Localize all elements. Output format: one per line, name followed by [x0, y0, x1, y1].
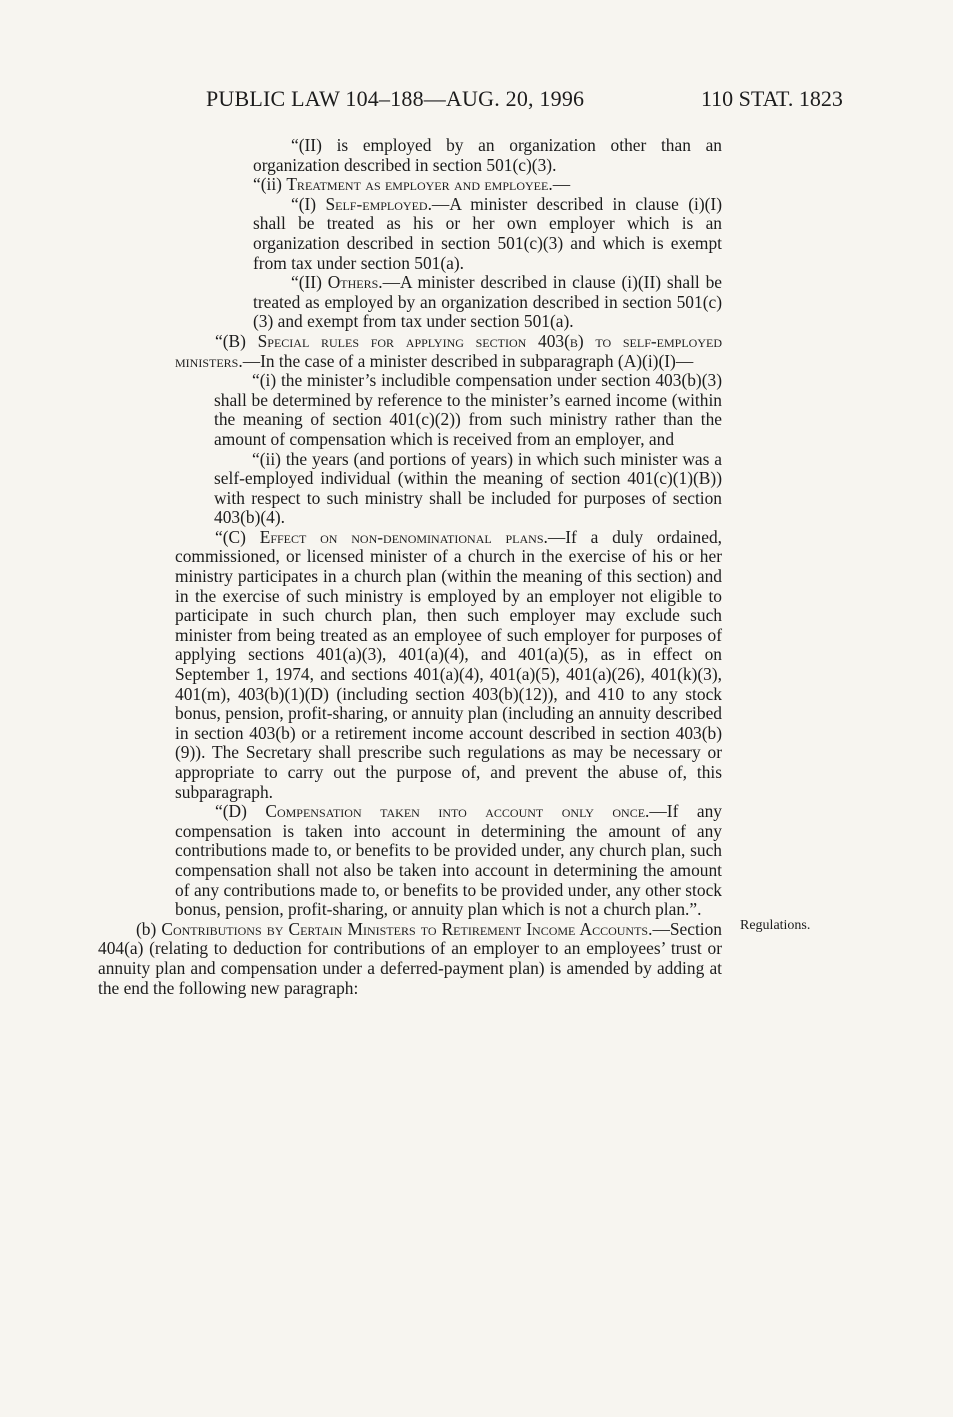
subparagraph-C-non-denominational: “(C) Effect on non-denominational plans.—If a duly ordained, commissioned, or licensed minister of a church in the exercise of his or her ministry participates in a church plan (within the meaning of this section) and in the exercise of such ministry is employed by an employer not eligible to participate in such church plan, then such employer may exclude such minister from being treated as an employee of such employer for purposes of applying sections 401(a)(3), 401(a)(4), and 401(a)(5), as in effect on September 1, 1974, and sections 401(a)(4), 401(a)(5), 401(a)(26), 401(k)(3), 401(m), 403(b)(1)(D) (including section 403(b)(12)), and 410 to any stock bonus, pension, profit-sharing, or annuity plan (including an annuity described in section 403(b) or a retirement income account described in section 403(b)(9)). The Secretary shall prescribe such regulations as may be necessary or appropriate to carry out the purpose of, and prevent the abuse of, this subparagraph.: [175, 526, 723, 802]
clause-ii-years: “(ii) the years (and portions of years) in which such minister was a self-employed individual (within the meaning of section 401(c)(1)(B)) with respect to such ministry shall be included for purposes of section 403(b)(4).: [214, 448, 722, 528]
clause-ii-treatment-heading: “(ii) Treatment as employer and employee.—: [253, 174, 571, 195]
page-citation: 110 STAT. 1823: [701, 86, 843, 111]
subclause-II-others: “(II) Others.—A minister described in clause (i)(II) shall be treated as employed by an organization described in section 501(c)(3) and exempt from tax under section 501(a).: [253, 272, 722, 332]
clause-i-includible-compensation: “(i) the minister’s includible compensation under section 403(b)(3) shall be determined by reference to the minister’s earned income (within the meaning of section 401(c)(2)) from such ministry rather than the amount of compensation which is received from an employer, and: [214, 370, 722, 449]
margin-note-regulations: Regulations.: [740, 918, 811, 933]
subsection-b-contributions: (b) Contributions by Certain Ministers to Retirement Income Accounts.—Section 404(a) (relating to deduction for contributions of an employer to an employees’ trust or annuity plan and compensation under a deferred-payment plan) is amended by adding at the end the following new paragraph:: [98, 918, 722, 998]
subparagraph-D-compensation-once: “(D) Compensation taken into account only once.—If any compensation is taken into account in determining the amount of any contributions made to, or benefits to be provided under, any church plan, such compensation shall not also be taken into account in determining the amount of any contributions made to, or benefits to be provided under, any other stock bonus, pension, profit-sharing, or annuity plan which is not a church plan.”.: [175, 801, 722, 920]
running-header-title: PUBLIC LAW 104–188—AUG. 20, 1996: [206, 86, 585, 111]
statute-text: [98, 136, 722, 998]
subclause-II-employed: “(II) is employed by an organization other than an organization described in section 501(c)(3).: [253, 135, 722, 175]
subparagraph-B-special-rules: “(B) Special rules for applying section 403(b) to self-employed ministers.—In the case of a minister described in subparagraph (A)(i)(I)—: [175, 330, 723, 371]
subclause-I-self-employed: “(I) Self-employed.—A minister described in clause (i)(I) shall be treated as his or her own employer which is an organization described in section 501(c)(3) and which is exempt from tax under section 501(a).: [253, 193, 722, 273]
